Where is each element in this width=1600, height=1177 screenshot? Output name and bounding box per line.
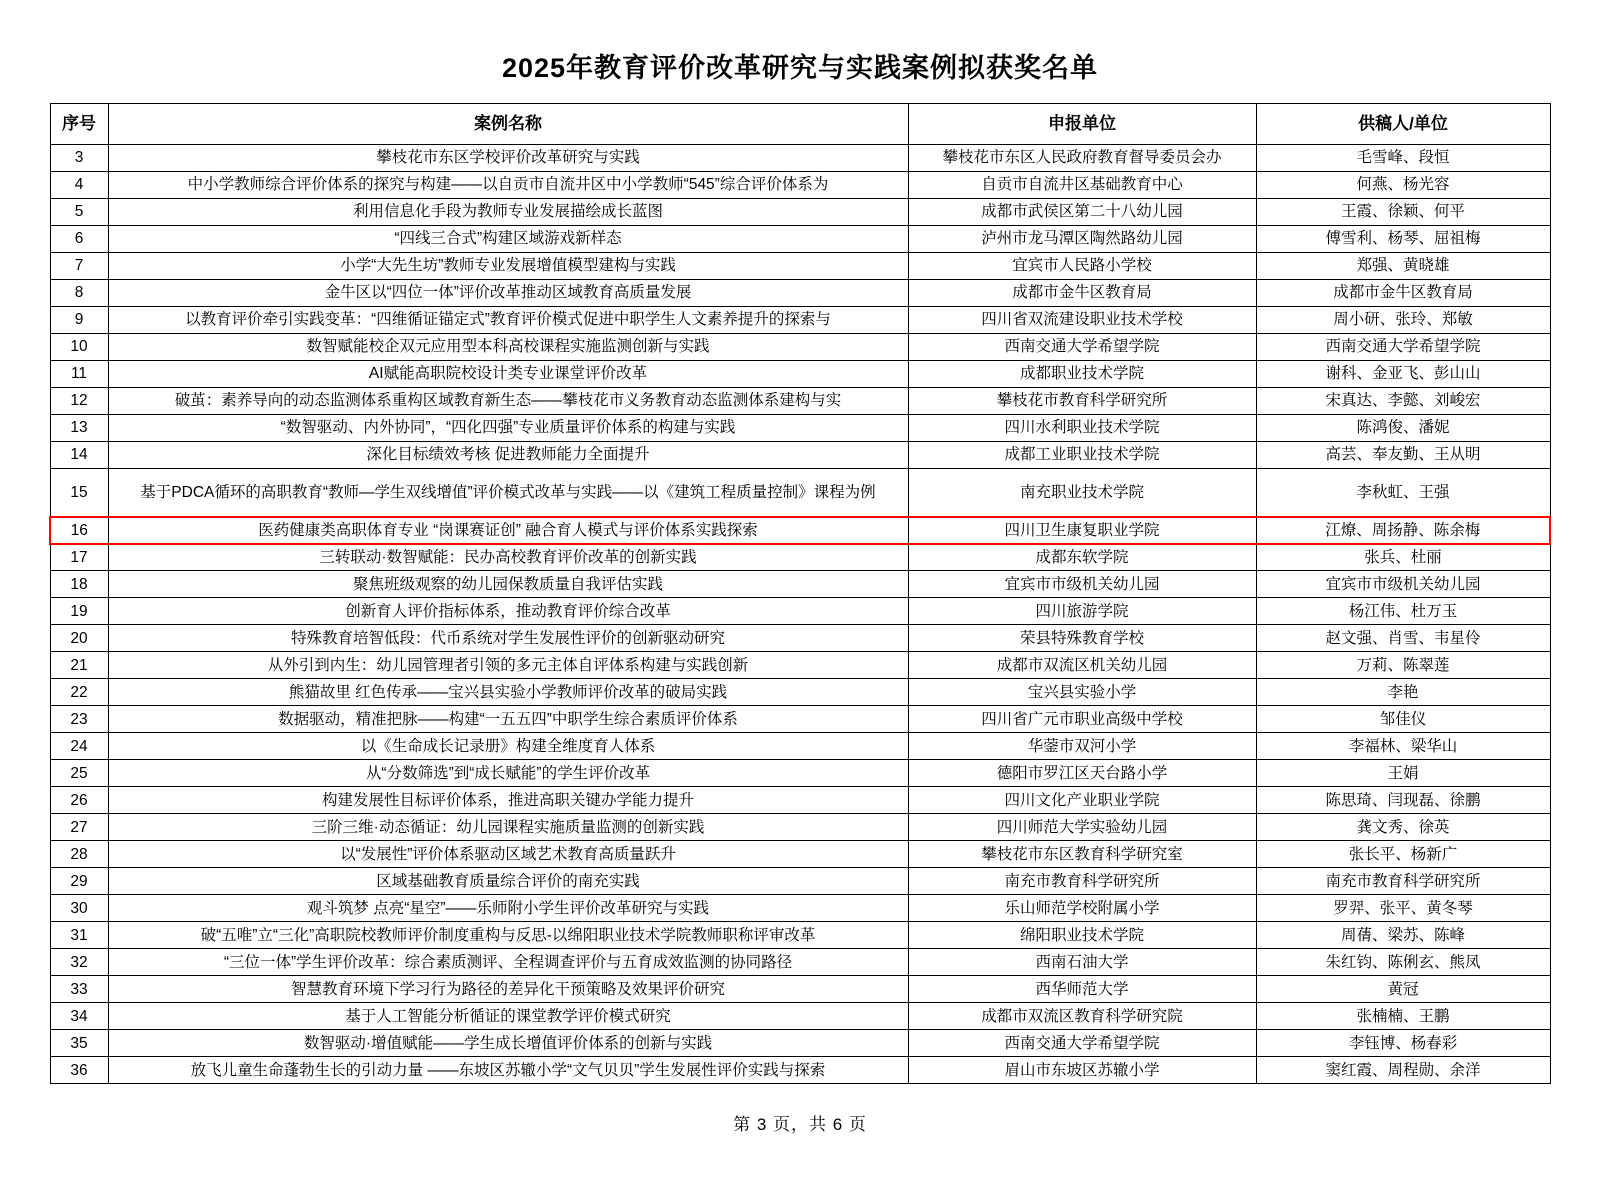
table-row <box>50 706 1550 733</box>
table-row <box>50 787 1550 814</box>
cell-contributor: 邹佳仪 <box>1256 706 1550 733</box>
table-row <box>50 442 1550 469</box>
cell-case-name: 基于人工智能分析循证的课堂教学评价模式研究 <box>108 1003 908 1030</box>
table-row <box>50 334 1550 361</box>
cell-contributor: 西南交通大学希望学院 <box>1256 334 1550 361</box>
cell-contributor: 罗羿、张平、黄冬琴 <box>1256 895 1550 922</box>
cell-contributor: 李秋虹、王强 <box>1256 469 1550 517</box>
cell-no: 16 <box>50 517 108 544</box>
cell-no: 23 <box>50 706 108 733</box>
cell-contributor: 王霞、徐颖、何平 <box>1256 199 1550 226</box>
cell-case-name: 数据驱动，精准把脉——构建“一五五四”中职学生综合素质评价体系 <box>108 706 908 733</box>
cell-case-name: 破茧：素养导向的动态监测体系重构区域教育新生态——攀枝花市义务教育动态监测体系建构与实 <box>108 388 908 415</box>
cell-no: 28 <box>50 841 108 868</box>
cell-declaring-unit: 成都东软学院 <box>908 544 1256 571</box>
cell-no: 11 <box>50 361 108 388</box>
cell-declaring-unit: 绵阳职业技术学院 <box>908 922 1256 949</box>
cell-case-name: 医药健康类高职体育专业 “岗课赛证创” 融合育人模式与评价体系实践探索 <box>108 517 908 544</box>
cell-no: 12 <box>50 388 108 415</box>
table-row <box>50 172 1550 199</box>
cell-contributor: 江燎、周扬静、陈余梅 <box>1256 517 1550 544</box>
cell-declaring-unit: 德阳市罗江区天台路小学 <box>908 760 1256 787</box>
table-row <box>50 517 1550 544</box>
cell-contributor: 张兵、杜丽 <box>1256 544 1550 571</box>
cell-case-name: 以“发展性”评价体系驱动区域艺术教育高质量跃升 <box>108 841 908 868</box>
cell-no: 20 <box>50 625 108 652</box>
table-row <box>50 841 1550 868</box>
cell-declaring-unit: 西华师范大学 <box>908 976 1256 1003</box>
cell-contributor: 南充市教育科学研究所 <box>1256 868 1550 895</box>
cell-case-name: 中小学教师综合评价体系的探究与构建——以自贡市自流井区中小学教师“545”综合评价体系为 <box>108 172 908 199</box>
cell-contributor: 宜宾市市级机关幼儿园 <box>1256 571 1550 598</box>
cell-case-name: 小学“大先生坊”教师专业发展增值模型建构与实践 <box>108 253 908 280</box>
cell-no: 8 <box>50 280 108 307</box>
document-page <box>0 46 1600 1177</box>
table-row <box>50 226 1550 253</box>
cell-no: 21 <box>50 652 108 679</box>
table-row <box>50 733 1550 760</box>
cell-declaring-unit: 成都工业职业技术学院 <box>908 442 1256 469</box>
cell-no: 17 <box>50 544 108 571</box>
cell-no: 29 <box>50 868 108 895</box>
cell-declaring-unit: 攀枝花市东区人民政府教育督导委员会办 <box>908 145 1256 172</box>
cell-contributor: 傅雪利、杨琴、屈祖梅 <box>1256 226 1550 253</box>
cell-declaring-unit: 西南交通大学希望学院 <box>908 1030 1256 1057</box>
cell-declaring-unit: 四川省双流建设职业技术学校 <box>908 307 1256 334</box>
cell-no: 18 <box>50 571 108 598</box>
cell-case-name: 利用信息化手段为教师专业发展描绘成长蓝图 <box>108 199 908 226</box>
cell-case-name: 金牛区以“四位一体”评价改革推动区域教育高质量发展 <box>108 280 908 307</box>
cell-contributor: 周蒨、梁苏、陈峰 <box>1256 922 1550 949</box>
cell-case-name: 观斗筑梦 点亮“星空”——乐师附小学生评价改革研究与实践 <box>108 895 908 922</box>
cell-contributor: 李艳 <box>1256 679 1550 706</box>
table-row <box>50 253 1550 280</box>
cell-no: 31 <box>50 922 108 949</box>
cell-no: 5 <box>50 199 108 226</box>
cell-contributor: 陈鸿俊、潘妮 <box>1256 415 1550 442</box>
cell-declaring-unit: 四川旅游学院 <box>908 598 1256 625</box>
cell-case-name: AI赋能高职院校设计类专业课堂评价改革 <box>108 361 908 388</box>
table-body <box>50 145 1550 1084</box>
cell-case-name: 区域基础教育质量综合评价的南充实践 <box>108 868 908 895</box>
column-header-author: 供稿人/单位 <box>1256 104 1550 145</box>
cell-case-name: 智慧教育环境下学习行为路径的差异化干预策略及效果评价研究 <box>108 976 908 1003</box>
cell-contributor: 高芸、奉友勤、王从明 <box>1256 442 1550 469</box>
table-row <box>50 625 1550 652</box>
cell-case-name: 破“五唯”立“三化”高职院校教师评价制度重构与反思-以绵阳职业技术学院教师职称评审改革 <box>108 922 908 949</box>
cell-declaring-unit: 攀枝花市东区教育科学研究室 <box>908 841 1256 868</box>
table-row <box>50 895 1550 922</box>
cell-case-name: 以《生命成长记录册》构建全维度育人体系 <box>108 733 908 760</box>
cell-contributor: 李钰博、杨春彩 <box>1256 1030 1550 1057</box>
table-row <box>50 868 1550 895</box>
cell-declaring-unit: 成都市双流区教育科学研究院 <box>908 1003 1256 1030</box>
cell-no: 35 <box>50 1030 108 1057</box>
cell-contributor: 郑强、黄晓雄 <box>1256 253 1550 280</box>
cell-contributor: 龚文秀、徐英 <box>1256 814 1550 841</box>
cell-declaring-unit: 乐山师范学校附属小学 <box>908 895 1256 922</box>
cell-case-name: “四线三合式”构建区域游戏新样态 <box>108 226 908 253</box>
cell-declaring-unit: 宝兴县实验小学 <box>908 679 1256 706</box>
cell-no: 19 <box>50 598 108 625</box>
table-header-row <box>50 104 1550 145</box>
cell-contributor: 窦红霞、周程勋、余洋 <box>1256 1057 1550 1084</box>
cell-case-name: 三转联动·数智赋能：民办高校教育评价改革的创新实践 <box>108 544 908 571</box>
cell-contributor: 李福林、梁华山 <box>1256 733 1550 760</box>
column-header-name: 案例名称 <box>108 104 908 145</box>
cell-contributor: 陈思琦、闫现磊、徐鹏 <box>1256 787 1550 814</box>
cell-declaring-unit: 四川师范大学实验幼儿园 <box>908 814 1256 841</box>
cell-no: 7 <box>50 253 108 280</box>
cell-no: 10 <box>50 334 108 361</box>
cell-case-name: “数智驱动、内外协同”，“四化四强”专业质量评价体系的构建与实践 <box>108 415 908 442</box>
cell-declaring-unit: 眉山市东坡区苏辙小学 <box>908 1057 1256 1084</box>
column-header-unit: 申报单位 <box>908 104 1256 145</box>
cell-case-name: 从“分数筛选”到“成长赋能”的学生评价改革 <box>108 760 908 787</box>
cell-contributor: 宋真达、李懿、刘峻宏 <box>1256 388 1550 415</box>
cell-no: 25 <box>50 760 108 787</box>
cell-no: 4 <box>50 172 108 199</box>
cell-no: 36 <box>50 1057 108 1084</box>
table-header <box>50 104 1550 145</box>
cell-no: 3 <box>50 145 108 172</box>
page-footer: 第 3 页，共 6 页 <box>733 1115 867 1135</box>
table-row <box>50 1003 1550 1030</box>
cell-declaring-unit: 四川卫生康复职业学院 <box>908 517 1256 544</box>
cell-declaring-unit: 宜宾市市级机关幼儿园 <box>908 571 1256 598</box>
table-row <box>50 388 1550 415</box>
page-title: 2025年教育评价改革研究与实践案例拟获奖名单 <box>501 53 1099 83</box>
cell-no: 27 <box>50 814 108 841</box>
cell-declaring-unit: 南充职业技术学院 <box>908 469 1256 517</box>
table-row <box>50 199 1550 226</box>
cell-declaring-unit: 成都市武侯区第二十八幼儿园 <box>908 199 1256 226</box>
table-row <box>50 1030 1550 1057</box>
cell-case-name: “三位一体”学生评价改革：综合素质测评、全程调查评价与五育成效监测的协同路径 <box>108 949 908 976</box>
cell-contributor: 朱红钧、陈俐玄、熊凤 <box>1256 949 1550 976</box>
cell-case-name: 构建发展性目标评价体系，推进高职关键办学能力提升 <box>108 787 908 814</box>
cell-declaring-unit: 荣县特殊教育学校 <box>908 625 1256 652</box>
cell-no: 32 <box>50 949 108 976</box>
table-row <box>50 760 1550 787</box>
cell-contributor: 周小研、张玲、郑敏 <box>1256 307 1550 334</box>
table-row <box>50 469 1550 517</box>
cell-contributor: 张楠楠、王鹏 <box>1256 1003 1550 1030</box>
cell-case-name: 三阶三维·动态循证：幼儿园课程实施质量监测的创新实践 <box>108 814 908 841</box>
table-row <box>50 307 1550 334</box>
cell-declaring-unit: 宜宾市人民路小学校 <box>908 253 1256 280</box>
table-row <box>50 361 1550 388</box>
cell-contributor: 成都市金牛区教育局 <box>1256 280 1550 307</box>
cell-no: 13 <box>50 415 108 442</box>
cell-no: 24 <box>50 733 108 760</box>
cell-declaring-unit: 华蓥市双河小学 <box>908 733 1256 760</box>
cell-contributor: 何燕、杨光容 <box>1256 172 1550 199</box>
cell-no: 9 <box>50 307 108 334</box>
table-row <box>50 814 1550 841</box>
table-row <box>50 652 1550 679</box>
cell-no: 34 <box>50 1003 108 1030</box>
cell-case-name: 数智驱动·增值赋能——学生成长增值评价体系的创新与实践 <box>108 1030 908 1057</box>
cell-contributor: 毛雪峰、段恒 <box>1256 145 1550 172</box>
column-header-no: 序号 <box>50 104 108 145</box>
cell-declaring-unit: 南充市教育科学研究所 <box>908 868 1256 895</box>
cell-declaring-unit: 四川水利职业技术学院 <box>908 415 1256 442</box>
table-row <box>50 280 1550 307</box>
cell-no: 26 <box>50 787 108 814</box>
cell-declaring-unit: 成都市金牛区教育局 <box>908 280 1256 307</box>
cell-contributor: 赵文强、肖雪、韦星伶 <box>1256 625 1550 652</box>
cell-case-name: 熊猫故里 红色传承——宝兴县实验小学教师评价改革的破局实践 <box>108 679 908 706</box>
cell-no: 30 <box>50 895 108 922</box>
table-row <box>50 976 1550 1003</box>
cell-contributor: 万莉、陈翠莲 <box>1256 652 1550 679</box>
cell-declaring-unit: 成都职业技术学院 <box>908 361 1256 388</box>
cell-case-name: 从外引到内生：幼儿园管理者引领的多元主体自评体系构建与实践创新 <box>108 652 908 679</box>
cell-no: 6 <box>50 226 108 253</box>
cell-case-name: 深化目标绩效考核 促进教师能力全面提升 <box>108 442 908 469</box>
cell-case-name: 基于PDCA循环的高职教育“教师—学生双线增值”评价模式改革与实践——以《建筑工程质量控制》课程为例 <box>108 469 908 517</box>
cell-case-name: 创新育人评价指标体系，推动教育评价综合改革 <box>108 598 908 625</box>
cell-declaring-unit: 自贡市自流井区基础教育中心 <box>908 172 1256 199</box>
cell-contributor: 王娟 <box>1256 760 1550 787</box>
cell-declaring-unit: 攀枝花市教育科学研究所 <box>908 388 1256 415</box>
cell-contributor: 张长平、杨新广 <box>1256 841 1550 868</box>
table-row <box>50 679 1550 706</box>
table-row <box>50 598 1550 625</box>
table-row <box>50 1057 1550 1084</box>
table-row <box>50 949 1550 976</box>
table-row <box>50 544 1550 571</box>
cell-declaring-unit: 四川省广元市职业高级中学校 <box>908 706 1256 733</box>
cell-contributor: 谢科、金亚飞、彭山山 <box>1256 361 1550 388</box>
cell-contributor: 黄冠 <box>1256 976 1550 1003</box>
cell-declaring-unit: 四川文化产业职业学院 <box>908 787 1256 814</box>
table-row <box>50 571 1550 598</box>
cell-declaring-unit: 成都市双流区机关幼儿园 <box>908 652 1256 679</box>
cell-no: 33 <box>50 976 108 1003</box>
cell-case-name: 数智赋能校企双元应用型本科高校课程实施监测创新与实践 <box>108 334 908 361</box>
cell-declaring-unit: 西南石油大学 <box>908 949 1256 976</box>
cell-case-name: 聚焦班级观察的幼儿园保教质量自我评估实践 <box>108 571 908 598</box>
cell-no: 22 <box>50 679 108 706</box>
cell-case-name: 以教育评价牵引实践变革：“四维循证锚定式”教育评价模式促进中职学生人文素养提升的探索与 <box>108 307 908 334</box>
table-row <box>50 145 1550 172</box>
cell-no: 14 <box>50 442 108 469</box>
table-row <box>50 415 1550 442</box>
cell-case-name: 特殊教育培智低段：代币系统对学生发展性评价的创新驱动研究 <box>108 625 908 652</box>
cell-declaring-unit: 泸州市龙马潭区陶然路幼儿园 <box>908 226 1256 253</box>
cell-declaring-unit: 西南交通大学希望学院 <box>908 334 1256 361</box>
cell-case-name: 放飞儿童生命蓬勃生长的引动力量 ——东坡区苏辙小学“文气贝贝”学生发展性评价实践与探索 <box>108 1057 908 1084</box>
cell-contributor: 杨江伟、杜万玉 <box>1256 598 1550 625</box>
table-row <box>50 922 1550 949</box>
award-list-table <box>49 103 1551 1084</box>
cell-no: 15 <box>50 469 108 517</box>
cell-case-name: 攀枝花市东区学校评价改革研究与实践 <box>108 145 908 172</box>
